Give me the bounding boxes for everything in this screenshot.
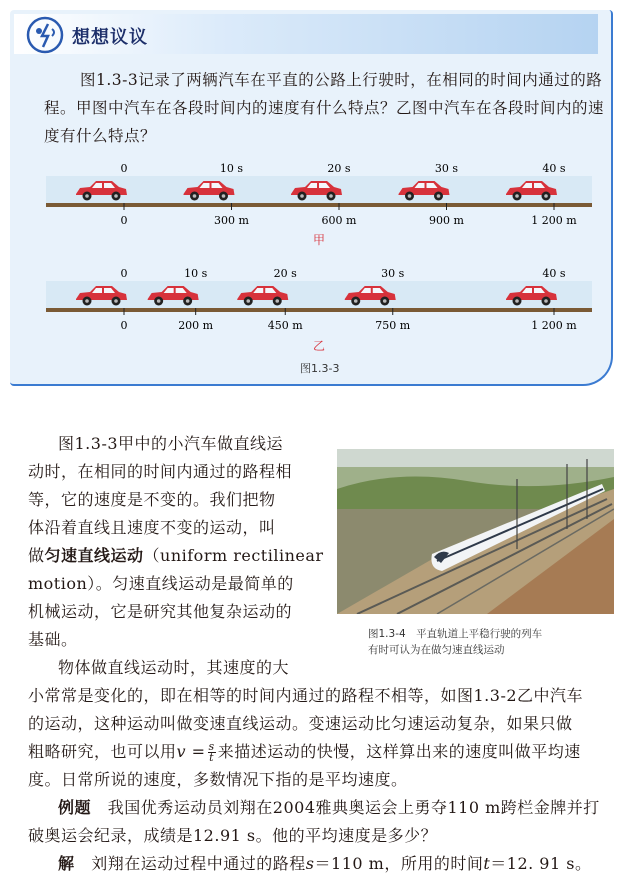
example-text-1: 我国优秀运动员刘翔在2004雅典奥运会上勇夺110 m跨栏金牌并打 (107, 798, 600, 817)
yi-time-label-3: 30 s (381, 267, 405, 280)
jia-distance-label-0: 0 (120, 214, 128, 227)
jia-distance-label-1: 300 m (214, 214, 249, 227)
text-formula-pre: 粗略研究，也可以用 (28, 742, 177, 761)
jia-distance-label-4: 1 200 m (531, 214, 577, 227)
yi-distance-label-0: 0 (120, 319, 128, 332)
fraction-denominator: t (209, 751, 215, 764)
jia-time-label-4: 40 s (542, 162, 566, 175)
yi-distance-label-2: 450 m (267, 319, 303, 332)
discussion-question: 图1.3-3记录了两辆汽车在平直的公路上行驶时，在相同的时间内通过的路程。甲图中汽车在各段时间内的速度有什么特点？乙图中汽车在各段时间内的速度有什么特点？ (44, 71, 605, 145)
jia-distance-label-2: 600 m (321, 214, 357, 227)
yi-time-label-4: 40 s (542, 267, 566, 280)
paragraph-2-line-5: 度。日常所说的速度，多数情况下指的是平均速度。 (28, 770, 408, 789)
paragraph-2-line-2: 小常常是变化的，即在相等的时间内通过的路程不相等，如图1.3-2乙中汽车 (28, 686, 584, 705)
paragraph-2-line-4 (28, 738, 581, 766)
jia-time-label-2: 20 s (327, 162, 351, 175)
train-photo-art (337, 449, 614, 614)
jia-time-label-3: 30 s (434, 162, 459, 175)
solution-line (58, 850, 591, 878)
solution-label: 解 (58, 854, 75, 873)
text-formula-post: 来描述运动的快慢，这样算出来的速度叫做平均速 (217, 742, 581, 761)
label-jia: 甲 (312, 233, 326, 247)
road-yi (46, 308, 592, 312)
text-zuo: 做 (28, 546, 45, 565)
yi-time-label-1: 10 s (184, 267, 208, 280)
formula-fraction (208, 742, 216, 763)
yi-distance-label-3: 750 m (375, 319, 411, 332)
jia-time-label-0: 0 (120, 162, 128, 175)
solution-var-s: s (305, 854, 315, 873)
figure-134-caption-line1: 图1.3-4 平直轨道上平稳行驶的列车 (368, 628, 543, 640)
paragraph-1-line-2: 动时，在相同的时间内通过的路程相 (28, 462, 293, 481)
fraction-numerator: s (208, 740, 215, 753)
car-motion-diagram (44, 158, 594, 358)
paragraph-1-line-5 (28, 542, 324, 570)
jia-time-label-1: 10 s (219, 162, 244, 175)
paragraph-2-line-3: 的运动，这种运动叫做变速直线运动。变速运动比匀速运动复杂，如果只做 (28, 714, 573, 733)
paragraph-1-line-8: 基础。 (28, 630, 78, 649)
jia-distance-label-3: 900 m (429, 214, 464, 227)
yi-distance-label-4: 1 200 m (531, 319, 577, 332)
term-english: （uniform rectilinear (143, 546, 324, 565)
term-uniform-motion: 匀速直线运动 (44, 546, 144, 565)
paragraph-1-line-6: motion）。匀速直线运动是最简单的 (28, 574, 294, 593)
train-photo (337, 449, 614, 614)
yi-distance-label-1: 200 m (178, 319, 214, 332)
yi-time-label-2: 20 s (273, 267, 297, 280)
figure-133-caption: 图1.3-3 (300, 362, 340, 375)
paragraph-1-line-7: 机械运动，它是研究其他复杂运动的 (28, 602, 293, 621)
paragraph-1-line-4: 体沿着直线且速度不变的运动，叫 (28, 518, 276, 537)
paragraph-2-line-1: 物体做直线运动时，其速度的大 (58, 658, 290, 677)
solution-var-t: t (483, 854, 491, 873)
paragraph-1-line-1: 图1.3-3甲中的小汽车做直线运 (58, 434, 284, 453)
example-line-2: 破奥运会纪录，成绩是12.91 s。他的平均速度是多少？ (28, 826, 438, 845)
yi-time-label-0: 0 (120, 267, 128, 280)
label-yi: 乙 (312, 339, 326, 353)
solution-text-pre: 刘翔在运动过程中通过的路程 (91, 854, 306, 873)
discussion-icon (26, 16, 64, 54)
example-line-1 (58, 794, 600, 822)
solution-text-post: ＝12. 91 s。 (490, 854, 592, 873)
paragraph-1-line-3: 等，它的速度是不变的。我们把物 (28, 490, 276, 509)
road-jia (46, 203, 592, 207)
formula-v: v = (176, 742, 206, 761)
example-label: 例题 (58, 798, 92, 817)
figure-134-caption-line2: 有时可认为在做匀速直线运动 (368, 644, 505, 656)
section-title: 想想议议 (72, 27, 148, 48)
solution-text-mid: ＝110 m，所用的时间 (314, 854, 484, 873)
figure-134-caption (368, 626, 618, 658)
